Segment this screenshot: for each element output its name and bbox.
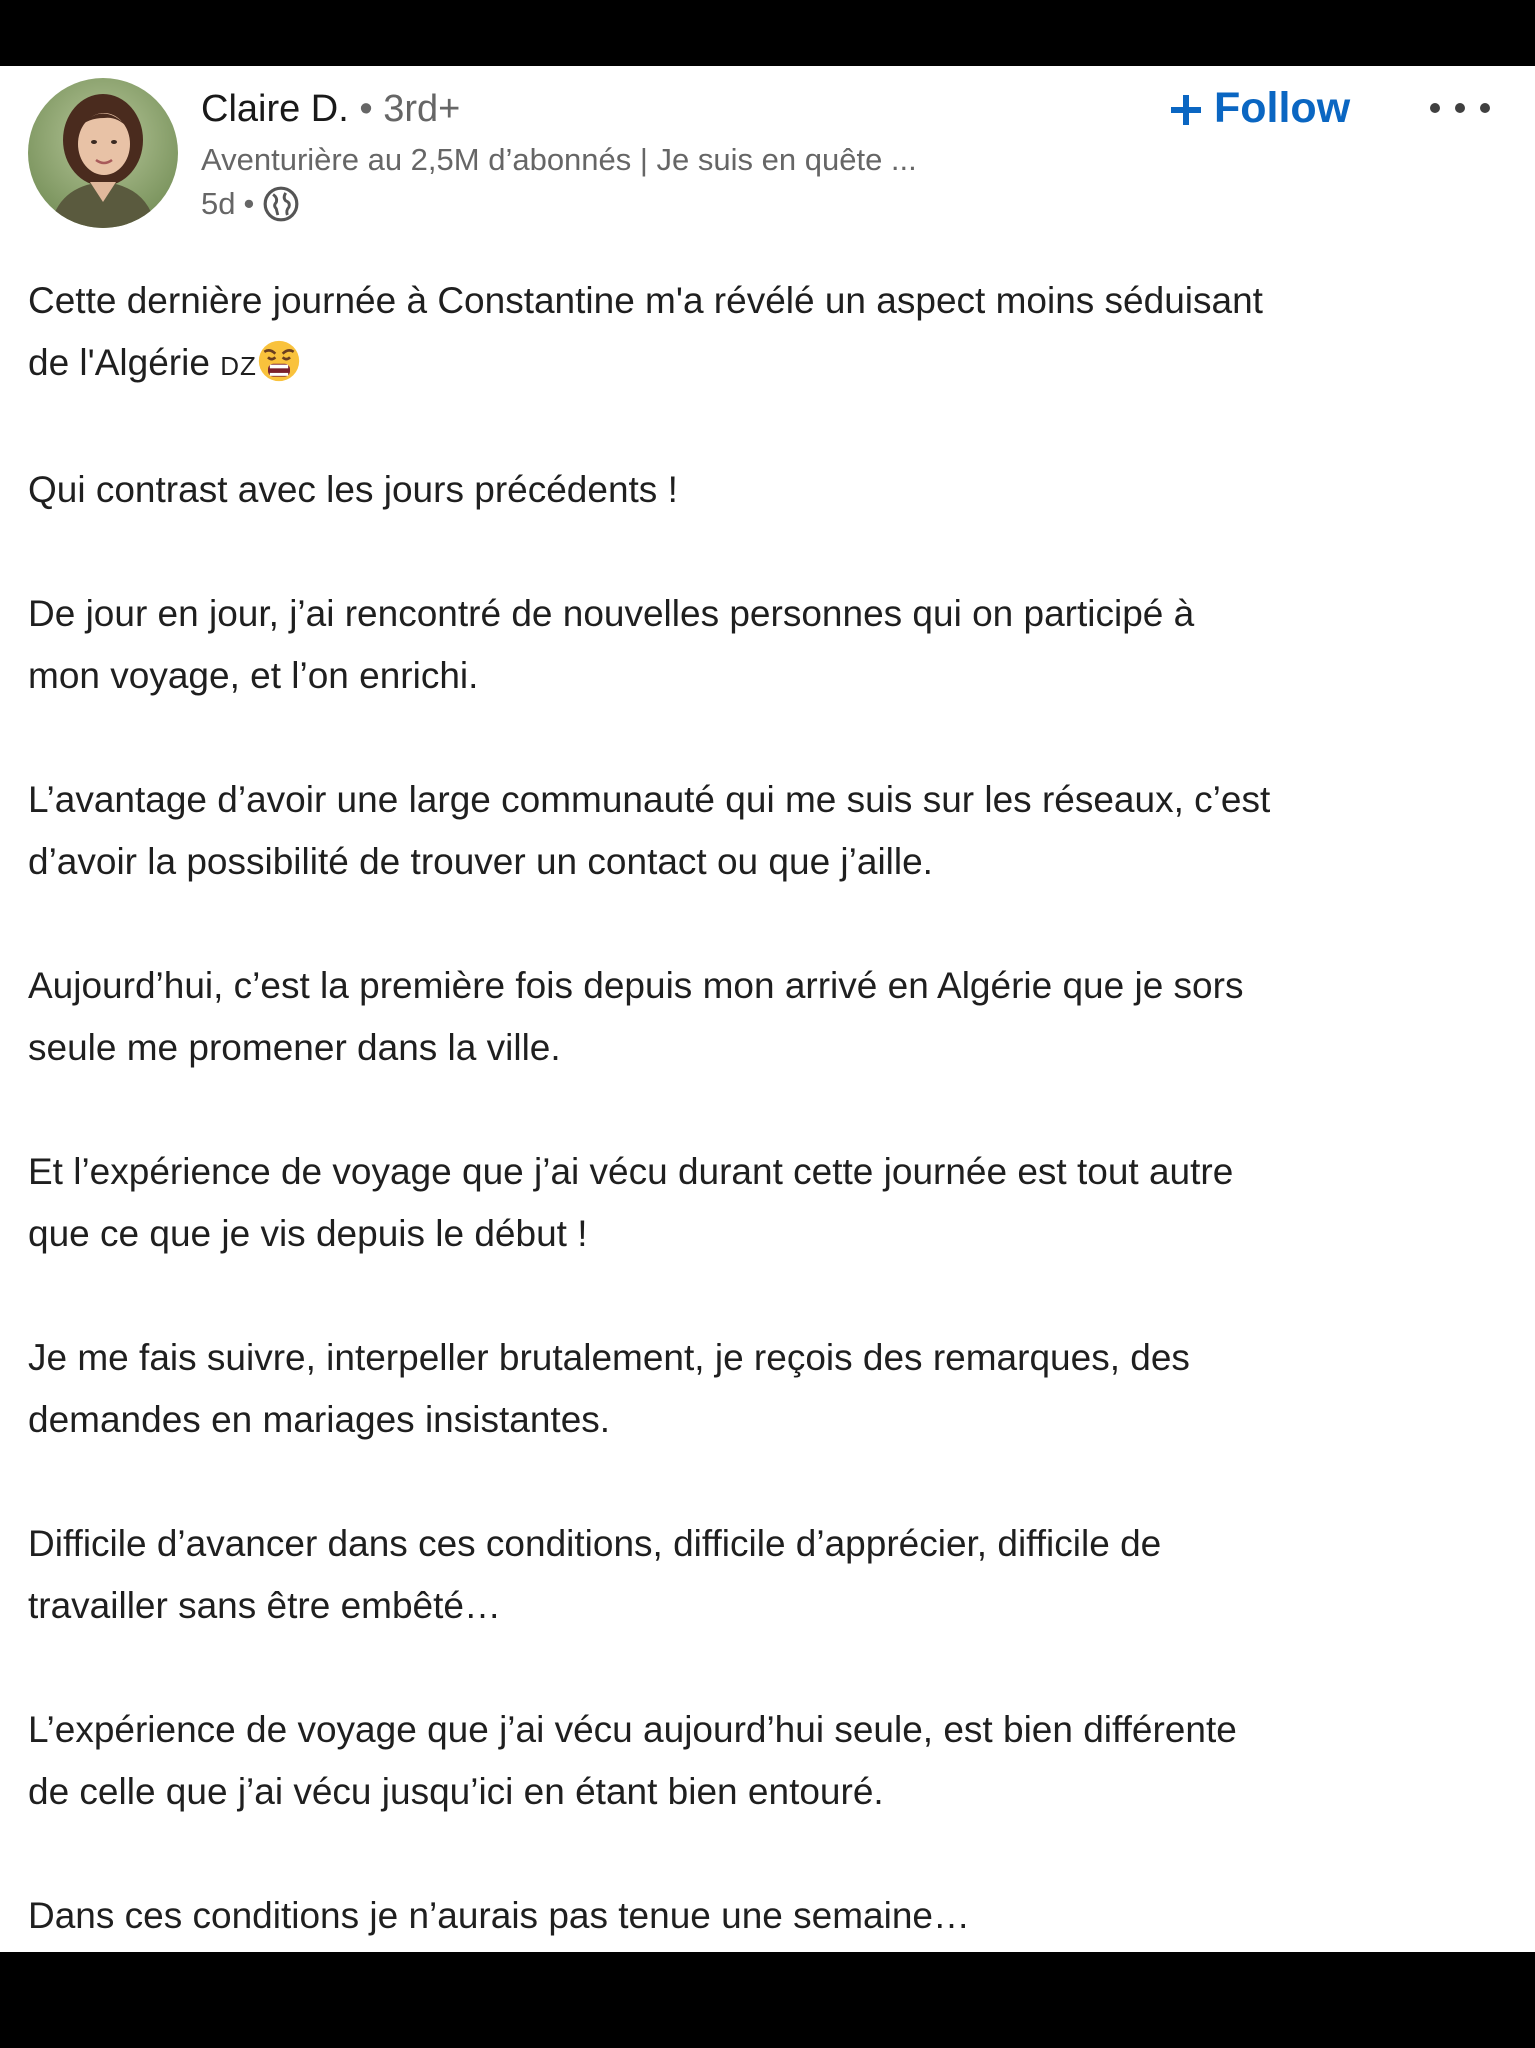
avatar-image [28, 78, 178, 228]
post-paragraph: Dans ces conditions je n’aurais pas tenue une semaine… [28, 1895, 971, 1936]
ellipsis-icon [1425, 100, 1495, 116]
post-paragraph: De jour en jour, j’ai rencontré de nouvelles personnes qui on participé à mon voyage, et l’on enrichi. [28, 593, 1195, 696]
post-paragraph: Difficile d’avancer dans ces conditions, difficile d’apprécier, difficile de travailler sans être embêté… [28, 1523, 1162, 1626]
post-card [0, 66, 1535, 1952]
post-paragraph: Et l’expérience de voyage que j’ai vécu durant cette journée est tout autre que ce que je vis depuis le début ! [28, 1151, 1234, 1254]
anguished-face-emoji-icon [257, 339, 301, 383]
author-info [201, 86, 1101, 226]
post-paragraph: Qui contrast avec les jours précédents ! [28, 469, 678, 510]
meta-separator: • [243, 186, 255, 221]
post-paragraph: Aujourd’hui, c’est la première fois depuis mon arrivé en Algérie que je sors seule me promener dans la ville. [28, 965, 1244, 1068]
author-headline: Aventurière au 2,5M d’abonnés | Je suis en quête ... [201, 142, 917, 177]
post-paragraph: L’expérience de voyage que j’ai vécu aujourd’hui seule, est bien différente de celle que j’ai vécu jusqu’ici en étant bien entouré. [28, 1709, 1237, 1812]
plus-icon [1168, 90, 1204, 126]
post-body [28, 270, 1498, 1952]
follow-button[interactable] [1168, 78, 1350, 138]
bottom-black-bar [0, 1952, 1535, 2048]
author-name[interactable]: Claire D. [201, 88, 349, 130]
top-black-bar [0, 0, 1535, 66]
separator-dot: • [359, 88, 373, 130]
author-name-line [201, 86, 1101, 132]
follow-label: Follow [1214, 83, 1351, 132]
post-paragraph-line: Cette dernière journée à Constantine m'a révélé un aspect moins séduisant [28, 280, 1263, 321]
post-paragraph: Je me fais suivre, interpeller brutalement, je reçois des remarques, des demandes en mariages insistantes. [28, 1337, 1190, 1440]
connection-degree: 3rd+ [383, 88, 461, 130]
post-meta [201, 182, 1101, 226]
post-paragraph: L’avantage d’avoir une large communauté qui me suis sur les réseaux, c’est d’avoir la possibilité de trouver un contact ou que j’aille. [28, 779, 1271, 882]
post-age: 5d [201, 186, 236, 221]
post-paragraph-line: de l'Algérie [28, 342, 221, 383]
dz-flag-text: DZ [220, 351, 257, 381]
more-options-button[interactable] [1420, 88, 1500, 128]
globe-icon [262, 185, 300, 223]
author-avatar[interactable] [28, 78, 178, 228]
post-paragraph [28, 270, 1498, 397]
